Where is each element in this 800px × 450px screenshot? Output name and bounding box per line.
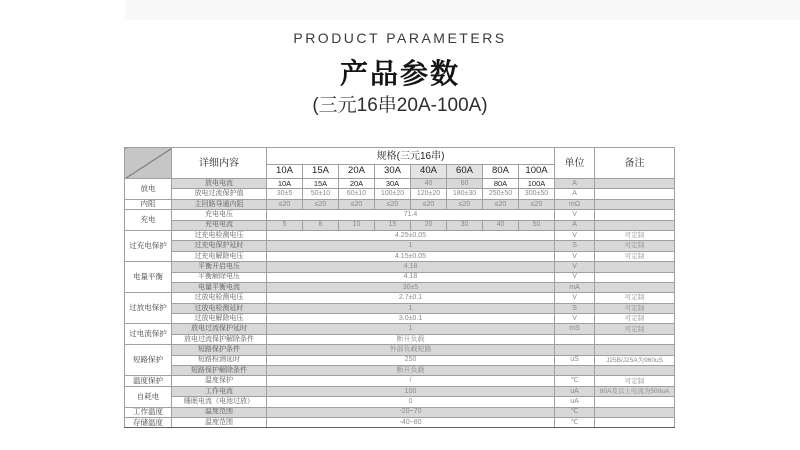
remark-cell <box>595 366 675 376</box>
unit-cell: uA <box>555 386 595 396</box>
remark-cell <box>595 397 675 407</box>
unit-cell: V <box>555 251 595 261</box>
value-cell: 40 <box>411 179 447 189</box>
param-label-cell: 过放电检测电压 <box>172 293 267 303</box>
spec-col-header: 15A <box>303 165 339 179</box>
value-cell: 80A <box>483 179 519 189</box>
table-row <box>125 303 675 313</box>
group-cell: 放电 <box>125 179 172 200</box>
param-label-cell: 平衡解除电压 <box>172 272 267 282</box>
table-row <box>125 293 675 303</box>
remark-cell: J25B/J25A为960uS <box>595 355 675 365</box>
merged-value-cell: 外部负载短路 <box>267 345 555 355</box>
remark-cell: 可定制 <box>595 376 675 386</box>
group-cell: 过充电保护 <box>125 230 172 261</box>
param-label-cell: 充电电压 <box>172 210 267 220</box>
table-row <box>125 262 675 272</box>
value-cell: 20A <box>339 179 375 189</box>
unit-cell: mS <box>555 324 595 334</box>
merged-value-cell: 2.7±0.1 <box>267 293 555 303</box>
param-label-cell: 短路保护条件 <box>172 345 267 355</box>
spec-col-header: 100A <box>519 165 555 179</box>
unit-cell: V <box>555 262 595 272</box>
remark-cell: 可定制 <box>595 314 675 324</box>
table-row <box>125 251 675 261</box>
merged-value-cell: 4.18 <box>267 272 555 282</box>
param-label-cell: 充电电流 <box>172 220 267 230</box>
param-label-cell: 过充电保护延时 <box>172 241 267 251</box>
value-cell: 10 <box>339 220 375 230</box>
group-cell: 存储温度 <box>125 417 172 427</box>
merged-value-cell: 71.4 <box>267 210 555 220</box>
page-subtitle: (三元16串20A-100A) <box>312 95 488 116</box>
remark-cell: 可定制 <box>595 324 675 334</box>
group-cell: 内阻 <box>125 199 172 209</box>
unit-cell: mΩ <box>555 199 595 209</box>
remark-cell <box>595 345 675 355</box>
value-cell: ≤20 <box>267 199 303 209</box>
value-cell: 60±10 <box>339 189 375 199</box>
value-cell: ≤20 <box>519 199 555 209</box>
group-cell: 自耗电 <box>125 386 172 407</box>
merged-value-cell: 1 <box>267 241 555 251</box>
table-row <box>125 282 675 292</box>
group-cell: 短路保护 <box>125 345 172 376</box>
table-row <box>125 241 675 251</box>
page-title-zh: 产品参数 <box>339 58 460 89</box>
merged-value-cell: 断开负载 <box>267 366 555 376</box>
unit-cell: S <box>555 303 595 313</box>
spec-col-header: 10A <box>267 165 303 179</box>
unit-cell <box>555 345 595 355</box>
merged-value-cell: 1 <box>267 303 555 313</box>
table-corner-diagonal <box>125 148 172 179</box>
table-row <box>125 366 675 376</box>
remark-cell: 80A及以上电流为500uA <box>595 386 675 396</box>
spec-col-header: 20A <box>339 165 375 179</box>
table-row <box>125 324 675 334</box>
remark-cell: 可定制 <box>595 230 675 240</box>
value-cell: 50 <box>519 220 555 230</box>
table-row <box>125 210 675 220</box>
value-cell: 300±50 <box>519 189 555 199</box>
merged-value-cell: 0 <box>267 397 555 407</box>
param-label-cell: 短路检测延时 <box>172 355 267 365</box>
merged-value-cell: 3.0±0.1 <box>267 314 555 324</box>
unit-cell: A <box>555 189 595 199</box>
spec-col-header: 30A <box>375 165 411 179</box>
value-cell: 15A <box>303 179 339 189</box>
remark-cell <box>595 334 675 344</box>
remark-cell <box>595 220 675 230</box>
param-label-cell: 温度保护 <box>172 376 267 386</box>
unit-cell: V <box>555 210 595 220</box>
merged-value-cell: 30±5 <box>267 282 555 292</box>
group-cell: 工作温度 <box>125 407 172 417</box>
remark-cell <box>595 199 675 209</box>
table-row <box>125 179 675 189</box>
unit-cell: uS <box>555 355 595 365</box>
remark-cell: 可定制 <box>595 303 675 313</box>
param-label-cell: 温度范围 <box>172 407 267 417</box>
spec-group-header: 规格(三元16串) <box>267 148 555 165</box>
value-cell: 50±10 <box>303 189 339 199</box>
value-cell: ≤20 <box>303 199 339 209</box>
unit-cell: V <box>555 230 595 240</box>
remark-cell <box>595 282 675 292</box>
unit-cell: V <box>555 314 595 324</box>
value-cell: 60 <box>447 179 483 189</box>
unit-cell: mA <box>555 282 595 292</box>
param-label-cell: 放电过流保护延时 <box>172 324 267 334</box>
value-cell: 10A <box>267 179 303 189</box>
remark-cell: 可定制 <box>595 293 675 303</box>
param-label-cell: 放电过流保护解除条件 <box>172 334 267 344</box>
page-title-en: PRODUCT PARAMETERS <box>293 30 507 46</box>
value-cell: 120±20 <box>411 189 447 199</box>
value-cell: ≤20 <box>339 199 375 209</box>
value-cell: 250±50 <box>483 189 519 199</box>
value-cell: 5 <box>267 220 303 230</box>
merged-value-cell: / <box>267 376 555 386</box>
table-row <box>125 386 675 396</box>
detail-content-header: 详细内容 <box>172 148 267 179</box>
remark-cell <box>595 210 675 220</box>
unit-cell: ℃ <box>555 417 595 427</box>
param-label-cell: 放电电流 <box>172 179 267 189</box>
table-row <box>125 355 675 365</box>
value-cell: 8 <box>303 220 339 230</box>
merged-value-cell: 断开负载 <box>267 334 555 344</box>
value-cell: 180±30 <box>447 189 483 199</box>
unit-cell: ℃ <box>555 407 595 417</box>
value-cell: 20 <box>411 220 447 230</box>
value-cell: ≤20 <box>411 199 447 209</box>
spec-col-header: 40A <box>411 165 447 179</box>
group-cell: 温度保护 <box>125 376 172 386</box>
unit-cell: V <box>555 293 595 303</box>
value-cell: ≤20 <box>447 199 483 209</box>
group-cell: 电量平衡 <box>125 262 172 293</box>
table-row <box>125 230 675 240</box>
group-cell: 充电 <box>125 210 172 231</box>
value-cell: 30A <box>375 179 411 189</box>
table-row <box>125 397 675 407</box>
unit-cell: S <box>555 241 595 251</box>
unit-cell: A <box>555 179 595 189</box>
remark-cell <box>595 262 675 272</box>
page-top-shade <box>125 0 800 20</box>
merged-value-cell: 100 <box>267 386 555 396</box>
remark-cell <box>595 407 675 417</box>
param-label-cell: 睡眠电流（电池过放） <box>172 397 267 407</box>
unit-cell: uA <box>555 397 595 407</box>
value-cell: 100A <box>519 179 555 189</box>
param-label-cell: 主回路导通内阻 <box>172 199 267 209</box>
param-label-cell: 过充电检测电压 <box>172 230 267 240</box>
group-cell: 过电流保护 <box>125 324 172 345</box>
unit-cell <box>555 366 595 376</box>
remark-cell: 可定制 <box>595 241 675 251</box>
unit-cell: ℃ <box>555 376 595 386</box>
remark-cell <box>595 179 675 189</box>
merged-value-cell: -40~80 <box>267 417 555 427</box>
table-row <box>125 334 675 344</box>
unit-cell <box>555 334 595 344</box>
table-row <box>125 417 675 427</box>
param-label-cell: 短路保护解除条件 <box>172 366 267 376</box>
table-body <box>125 179 675 428</box>
unit-header: 单位 <box>555 148 595 179</box>
merged-value-cell: 4.25±0.05 <box>267 230 555 240</box>
table-row <box>125 199 675 209</box>
param-label-cell: 过充电解除电压 <box>172 251 267 261</box>
table-row <box>125 376 675 386</box>
merged-value-cell: -20~70 <box>267 407 555 417</box>
param-label-cell: 过放电检测延时 <box>172 303 267 313</box>
param-label-cell: 工作电流 <box>172 386 267 396</box>
value-cell: 30±5 <box>267 189 303 199</box>
value-cell: 15 <box>375 220 411 230</box>
value-cell: 40 <box>483 220 519 230</box>
remark-cell <box>595 189 675 199</box>
unit-cell: V <box>555 272 595 282</box>
param-label-cell: 过放电解除电压 <box>172 314 267 324</box>
merged-value-cell: 4.18 <box>267 262 555 272</box>
spec-col-header: 80A <box>483 165 519 179</box>
value-cell: 100±20 <box>375 189 411 199</box>
table-row <box>125 407 675 417</box>
table-row <box>125 189 675 199</box>
remark-cell <box>595 272 675 282</box>
merged-value-cell: 4.15±0.05 <box>267 251 555 261</box>
value-cell: ≤20 <box>375 199 411 209</box>
unit-cell: A <box>555 220 595 230</box>
parameters-table <box>124 147 675 428</box>
remark-cell: 可定制 <box>595 251 675 261</box>
param-label-cell: 放电过流保护值 <box>172 189 267 199</box>
remark-header: 备注 <box>595 148 675 179</box>
merged-value-cell: 1 <box>267 324 555 334</box>
value-cell: 30 <box>447 220 483 230</box>
merged-value-cell: 250 <box>267 355 555 365</box>
remark-cell <box>595 417 675 427</box>
table-row <box>125 220 675 230</box>
table-row <box>125 272 675 282</box>
table-row <box>125 314 675 324</box>
table-header <box>125 148 675 179</box>
param-label-cell: 平衡开启电压 <box>172 262 267 272</box>
param-label-cell: 温度范围 <box>172 417 267 427</box>
table-row <box>125 345 675 355</box>
spec-col-header: 60A <box>447 165 483 179</box>
group-cell: 过放电保护 <box>125 293 172 324</box>
value-cell: ≤20 <box>483 199 519 209</box>
param-label-cell: 电量平衡电流 <box>172 282 267 292</box>
